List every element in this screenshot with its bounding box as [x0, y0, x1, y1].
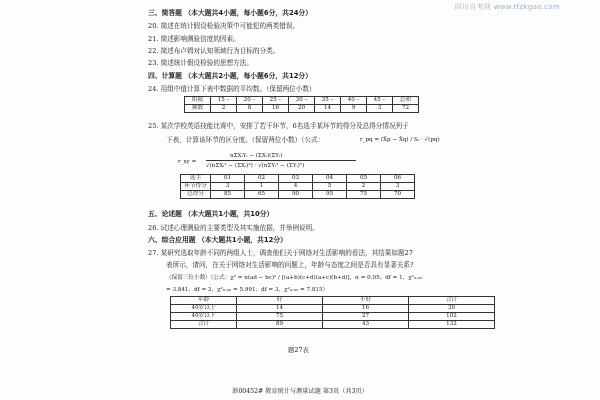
- table-cell: 3: [381, 183, 415, 191]
- table-cell: 05: [347, 175, 381, 183]
- formula-rxy-numerator: nΣXᵢYᵢ − (ΣXᵢ)(ΣYᵢ): [230, 153, 283, 159]
- table-cell: 70: [381, 191, 415, 199]
- table-cell: 5: [313, 183, 347, 191]
- table-cell: 01: [211, 175, 245, 183]
- question-21: 21. 简述影响测验信度的因素。: [148, 35, 240, 43]
- section-4-heading: 四、计算题 （本大题共2小题，每小题6分，共12分）: [148, 72, 313, 80]
- formula-rxy-label: r_xy =: [178, 159, 197, 165]
- table-cell: 75: [347, 191, 381, 199]
- table-cell: 03: [279, 175, 313, 183]
- table-cell: 45 –: [367, 97, 393, 105]
- question-24: 24. 用组中值计算下表中数据的平均数。（保留两位小数）: [148, 85, 316, 93]
- table-cell: 14: [237, 305, 323, 313]
- table-cell: 合计: [409, 297, 495, 305]
- table-cell: 02: [245, 175, 279, 183]
- table-cell: 总得分: [181, 191, 211, 199]
- table-cell: 35 –: [315, 97, 341, 105]
- question-20: 20. 简述在统计假设检验决策中可能犯的两类错误。: [148, 22, 300, 30]
- section-3-heading: 三、简答题 （本大题共4小题，每小题6分，共24分）: [148, 9, 313, 17]
- question-22: 22. 简述布卢姆对认知领域行为目标的分类。: [148, 47, 280, 55]
- section-5-heading: 五、论述题 （本大题共1小题，共10分）: [148, 210, 274, 218]
- fraction-bar: [206, 160, 356, 161]
- table-cell: 40岁以上: [171, 305, 237, 313]
- table-cell: 40 –: [341, 97, 367, 105]
- table-cell: 14: [315, 105, 341, 113]
- table-cell: 25 –: [263, 97, 289, 105]
- table-24: [184, 96, 419, 113]
- table-cell: 43: [323, 321, 409, 329]
- table-cell: 8: [237, 105, 263, 113]
- table-25-row-total: [181, 191, 415, 199]
- table-row: [171, 321, 495, 329]
- watermark: 四川自考网 www.tfzkgao.com: [454, 3, 560, 11]
- table-24-row-freq: [185, 105, 419, 113]
- table-cell: 90: [279, 191, 313, 199]
- table-cell: 2: [211, 105, 237, 113]
- table-cell: 选手: [181, 175, 211, 183]
- table-cell: 102: [409, 313, 495, 321]
- table-25-row-player: [181, 175, 415, 183]
- table-24-row-limits: [185, 97, 419, 105]
- table-cell: 40岁以下: [171, 313, 237, 321]
- table-cell: 30 –: [289, 97, 315, 105]
- table-row: [171, 305, 495, 313]
- table-cell: 16: [323, 305, 409, 313]
- table-cell: 合计: [171, 321, 237, 329]
- table-25-row-item: [181, 183, 415, 191]
- question-25-line2: 下表，计算该环节的区分度。（保留两位小数）（公式：: [166, 136, 325, 144]
- table-cell: 20: [289, 105, 315, 113]
- table-cell: 16: [263, 105, 289, 113]
- table-cell: 06: [381, 175, 415, 183]
- table-cell: 年龄: [171, 297, 237, 305]
- table-cell: 总和: [393, 97, 419, 105]
- table-cell: 组限: [185, 97, 211, 105]
- table-cell: 132: [409, 321, 495, 329]
- table-cell: 3: [367, 105, 393, 113]
- table-cell: 65: [245, 191, 279, 199]
- table-cell: 15 –: [211, 97, 237, 105]
- table-cell: 30: [409, 305, 495, 313]
- table-cell: 不好: [323, 297, 409, 305]
- table-cell: 频数: [185, 105, 211, 113]
- question-27-line1: 27. 某研究选取年龄不同的两组人士，调查他们关于网络对生活影响的看法，其结果如题27: [148, 249, 413, 257]
- question-23: 23. 简述统计假设检验的思想方法。: [148, 59, 253, 67]
- question-27-line2: 表所示，请问，在关于网络对生活影响的问题上，年龄与态度之间是否具有显著关系?: [166, 261, 414, 269]
- table-cell: 3: [211, 183, 245, 191]
- table-cell: 85: [211, 191, 245, 199]
- question-27-line3: （保留三位小数）（公式：χ² = n(ad − bc)² / [(a+b)(c+d)(a+c)(b+d)]，α = 0.05；df = 1，χ²₀.₀₅: [166, 275, 423, 281]
- table-row: [171, 313, 495, 321]
- section-6-heading: 六、综合应用题 （本大题共1小题，共12分）: [148, 236, 287, 244]
- table-cell: 1: [245, 183, 279, 191]
- table-cell: 04: [313, 175, 347, 183]
- table-cell: 好: [237, 297, 323, 305]
- formula-rxy-denominator: √(nΣXᵢ² − (ΣXᵢ)²) · √(nΣYᵢ² − (ΣYᵢ)²): [206, 163, 305, 169]
- table-27-caption: 题27表: [288, 346, 309, 354]
- table-27: [170, 296, 495, 329]
- table-cell: 环节得分: [181, 183, 211, 191]
- table-cell: 89: [237, 321, 323, 329]
- table-cell: 75: [237, 313, 323, 321]
- question-27-line4: = 3.841；df = 2，χ²₀.₀₅ = 5.991；df = 3，χ²₀.₀₅ = 7.815）: [166, 287, 329, 293]
- table-cell: 9: [341, 105, 367, 113]
- formula-rpq: r_pq = (X̄p − X̄q) / Sₜ · √(pq): [360, 137, 440, 143]
- table-cell: 95: [313, 191, 347, 199]
- table-25: [180, 174, 415, 199]
- page-footer: 浙00452# 教育统计与测量试题 第3页（共3页）: [232, 388, 368, 395]
- table-cell: 72: [393, 105, 419, 113]
- table-cell: 4: [279, 183, 313, 191]
- table-cell: 2: [347, 183, 381, 191]
- table-cell: 27: [323, 313, 409, 321]
- table-cell: 20 –: [237, 97, 263, 105]
- table-27-header: [171, 297, 495, 305]
- question-26: 26. 试述心理测验的主要类型及其实施依据，并举例说明。: [148, 224, 319, 232]
- question-25-line1: 25. 某次学校英语技能比赛中，安排了若干环节，6名选手某环节的得分及总得分情况列于: [148, 122, 409, 130]
